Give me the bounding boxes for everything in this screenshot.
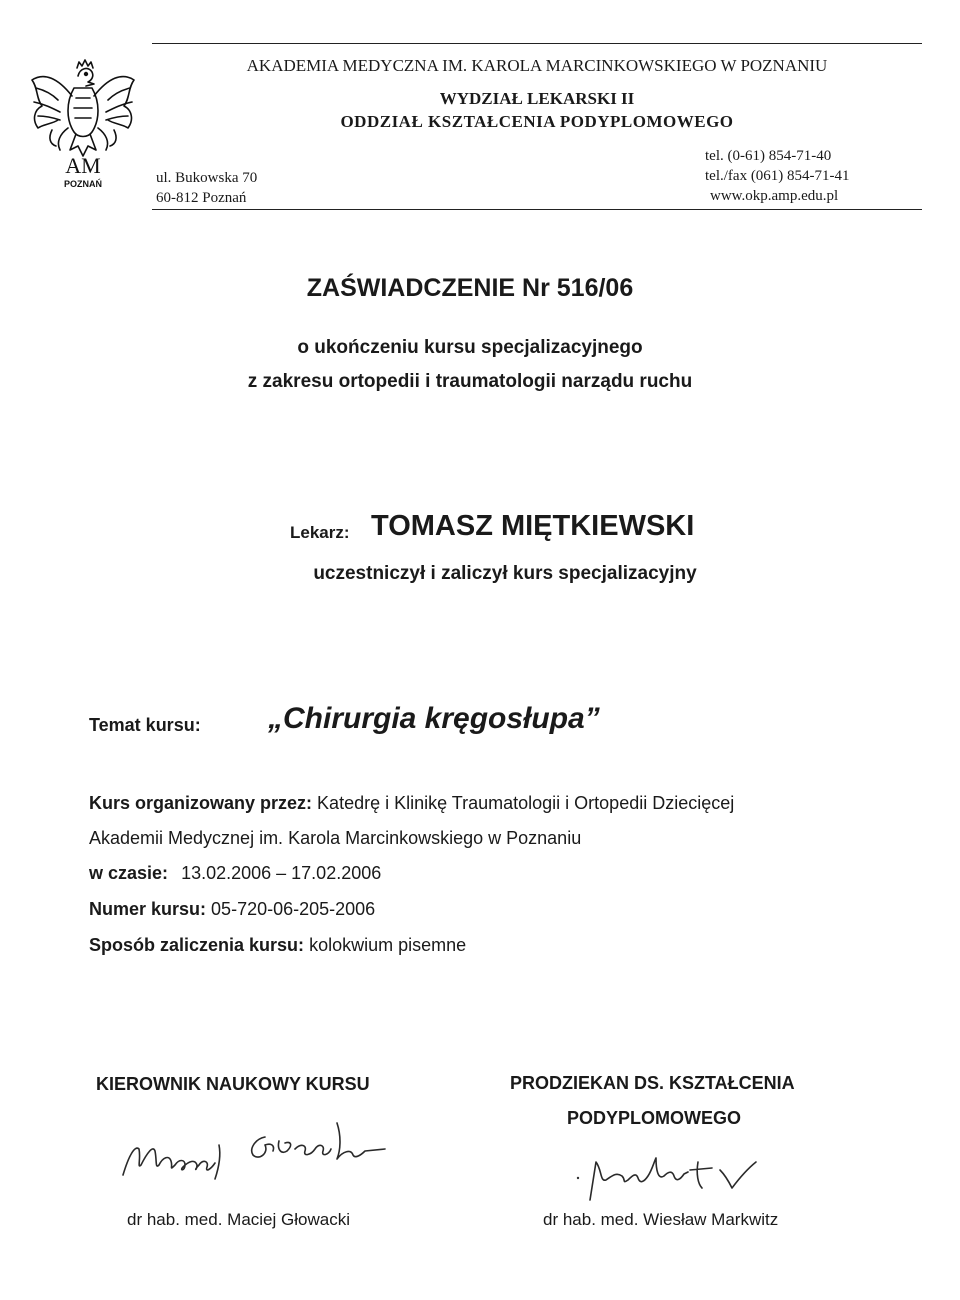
right-signatory-title-1: PRODZIEKAN DS. KSZTAŁCENIA [510, 1073, 795, 1093]
header-top-rule [152, 43, 922, 44]
left-signature [115, 1115, 405, 1195]
right-signatory-title-2: PODYPLOMOWEGO [567, 1108, 742, 1128]
method-value: kolokwium pisemne [309, 935, 467, 955]
time-value: 13.02.2006 – 17.02.2006 [181, 863, 382, 883]
organizer-row [89, 793, 734, 814]
faculty-name: WYDZIAŁ LEKARSKI II [439, 89, 635, 108]
topic-label: Temat kursu: [89, 715, 201, 735]
method-label: Sposób zaliczenia kursu: [89, 935, 305, 955]
address-city: 60-812 Poznań [156, 190, 247, 206]
left-signatory-name: dr hab. med. Maciej Głowacki [127, 1210, 350, 1229]
number-value: 05-720-06-205-2006 [211, 899, 376, 919]
fax-number: tel./fax (061) 854-71-41 [705, 168, 850, 184]
time-row [89, 863, 381, 884]
logo-am-text: AM [65, 153, 101, 178]
certificate-title: ZAŚWIADCZENIE Nr 516/06 [306, 274, 634, 302]
eagle-emblem-icon [22, 58, 144, 190]
header-bottom-rule [152, 209, 922, 210]
topic-value: „Chirurgia kręgosłupa” [268, 702, 600, 735]
time-label: w czasie: [89, 863, 169, 883]
number-row [89, 899, 375, 920]
method-row [89, 935, 466, 956]
doctor-label: Lekarz: [290, 523, 350, 542]
certificate-subtitle-1: o ukończeniu kursu specjalizacyjnego [297, 337, 643, 358]
doctor-name: TOMASZ MIĘTKIEWSKI [371, 510, 695, 542]
right-signatory-name: dr hab. med. Wiesław Markwitz [543, 1210, 779, 1229]
number-label: Numer kursu: [89, 899, 207, 919]
completion-statement: uczestniczył i zaliczył kurs specjalizacyjny [313, 563, 697, 584]
right-signature [570, 1148, 790, 1208]
organizer-label: Kurs organizowany przez: [89, 793, 313, 813]
website-link: www.okp.amp.edu.pl [710, 188, 839, 204]
institution-name: AKADEMIA MEDYCZNA IM. KAROLA MARCINKOWSKIEGO W POZNANIU [246, 56, 828, 75]
logo-city-text: POZNAŃ [64, 179, 102, 189]
address-street: ul. Bukowska 70 [156, 170, 258, 186]
department-name: ODDZIAŁ KSZTAŁCENIA PODYPLOMOWEGO [340, 112, 734, 131]
university-logo [22, 58, 144, 190]
certificate-subtitle-2: z zakresu ortopedii i traumatologii narządu ruchu [247, 371, 693, 392]
left-signatory-title: KIEROWNIK NAUKOWY KURSU [96, 1074, 370, 1094]
organizer-value-1: Katedrę i Klinikę Traumatologii i Ortopedii Dziecięcej [317, 793, 735, 813]
phone-number: tel. (0-61) 854-71-40 [705, 148, 832, 164]
organizer-value-2: Akademii Medycznej im. Karola Marcinkowskiego w Poznaniu [89, 828, 582, 848]
